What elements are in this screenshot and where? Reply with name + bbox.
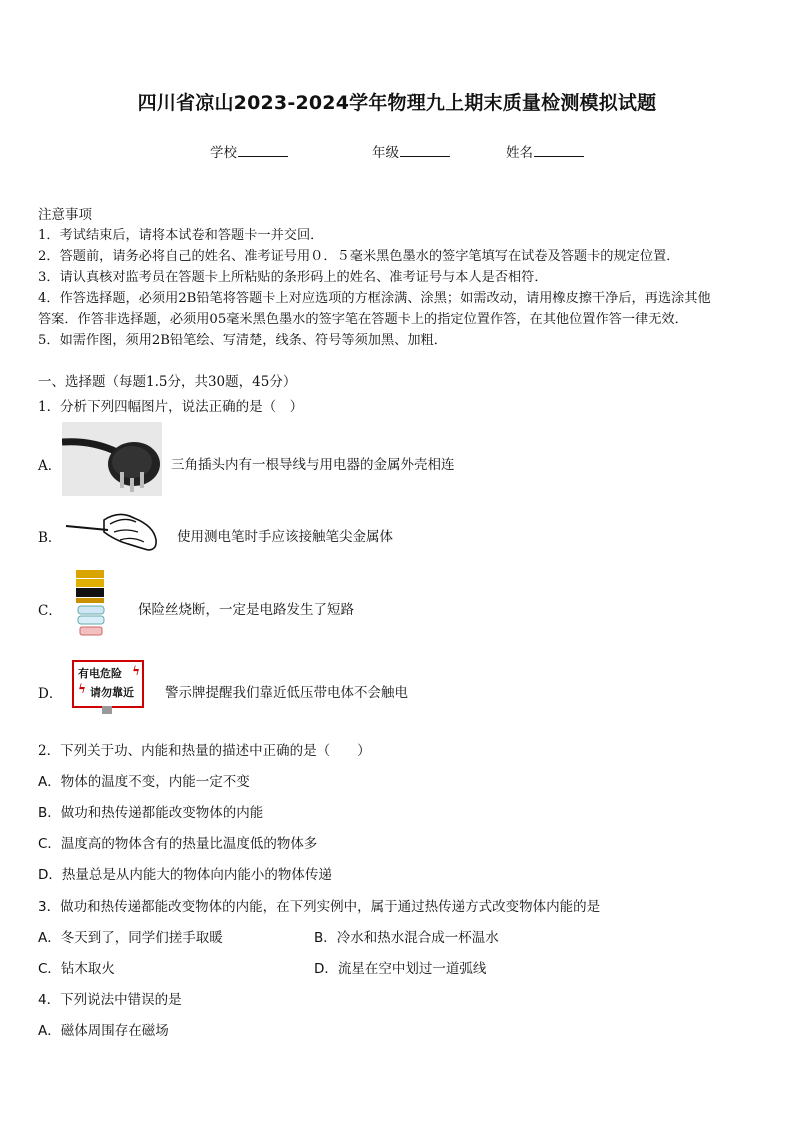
name-blank[interactable] xyxy=(534,144,584,157)
school-field xyxy=(210,141,288,161)
plug-image xyxy=(62,422,162,496)
q1-option-c-letter: C． xyxy=(38,603,62,619)
q2-option-d: D．热量总是从内能大的物体向内能小的物体传递 xyxy=(38,867,332,883)
q3-option-a: A．冬天到了，同学们搓手取暖 xyxy=(38,930,223,946)
q1-stem: 1．分析下列四幅图片，说法正确的是（ ） xyxy=(38,399,304,415)
warning-sign-board xyxy=(72,660,144,708)
school-blank[interactable] xyxy=(238,144,288,157)
q3-stem: 3．做功和热传递都能改变物体的内能，在下列实例中，属于通过热传递方式改变物体内能的是 xyxy=(38,899,601,915)
q2-option-b: B．做功和热传递都能改变物体的内能 xyxy=(38,805,264,821)
notice-item: 4．作答选择题，必须用2B铅笔将答题卡上对应选项的方框涂满、涂黑；如需改动，请用橡皮擦干净后，再选涂其他 xyxy=(38,291,711,306)
q4-option-a: A．磁体周围存在磁场 xyxy=(38,1023,169,1039)
notice-heading: 注意事项 xyxy=(38,207,92,223)
page-title: 四川省凉山2023-2024学年物理九上期末质量检测模拟试题 xyxy=(137,92,657,114)
test-pen-hand-image xyxy=(64,506,162,556)
section-heading: 一、选择题（每题1.5分，共30题，45分） xyxy=(38,374,297,390)
warning-sign-image xyxy=(72,660,144,716)
grade-label: 年级 xyxy=(372,145,399,161)
q2-option-a: A．物体的温度不变，内能一定不变 xyxy=(38,774,250,790)
q1-option-b-letter: B． xyxy=(38,530,62,546)
notice-item: 5．如需作图，须用2B铅笔绘、写清楚，线条、符号等须加黑、加粗． xyxy=(38,333,447,348)
sign-post xyxy=(102,706,112,714)
notice-item: 2．答题前，请务必将自己的姓名、准考证号用０．５毫米黑色墨水的签字笔填写在试卷及答题卡的规定位置． xyxy=(38,249,680,264)
grade-field xyxy=(372,141,450,161)
q4-stem: 4．下列说法中错误的是 xyxy=(38,992,182,1008)
name-field xyxy=(506,141,584,161)
q3-option-b: B．冷水和热水混合成一杯温水 xyxy=(314,930,499,946)
fuse-image xyxy=(72,570,112,640)
warning-sign-line2: 请勿靠近 xyxy=(90,686,134,699)
q1-option-d-text: 警示牌提醒我们靠近低压带电体不会触电 xyxy=(165,685,408,701)
q1-option-c-text: 保险丝烧断，一定是电路发生了短路 xyxy=(138,602,354,618)
notice-item: 1．考试结束后，请将本试卷和答题卡一并交回． xyxy=(38,228,324,243)
school-label: 学校 xyxy=(210,145,237,161)
q1-option-a-text: 三角插头内有一根导线与用电器的金属外壳相连 xyxy=(171,457,455,473)
notice-item: 答案．作答非选择题，必须用05毫米黑色墨水的签字笔在答题卡上的指定位置作答，在其他位置作答一律无效． xyxy=(38,312,688,327)
q2-stem: 2．下列关于功、内能和热量的描述中正确的是（ ） xyxy=(38,743,371,759)
lightning-icon: ϟ xyxy=(78,682,86,696)
notice-item: 3．请认真核对监考员在答题卡上所粘贴的条形码上的姓名、准考证号与本人是否相符． xyxy=(38,270,548,285)
q3-option-d: D．流星在空中划过一道弧线 xyxy=(314,961,487,977)
q1-option-a-letter: A． xyxy=(38,458,62,474)
lightning-icon: ϟ xyxy=(132,664,140,678)
q2-option-c: C．温度高的物体含有的热量比温度低的物体多 xyxy=(38,836,318,852)
q3-option-c: C．钻木取火 xyxy=(38,961,115,977)
name-label: 姓名 xyxy=(506,145,533,161)
grade-blank[interactable] xyxy=(400,144,450,157)
q1-option-d-letter: D． xyxy=(38,686,63,702)
q1-option-b-text: 使用测电笔时手应该接触笔尖金属体 xyxy=(177,529,393,545)
warning-sign-line1: 有电危险 xyxy=(78,667,122,680)
